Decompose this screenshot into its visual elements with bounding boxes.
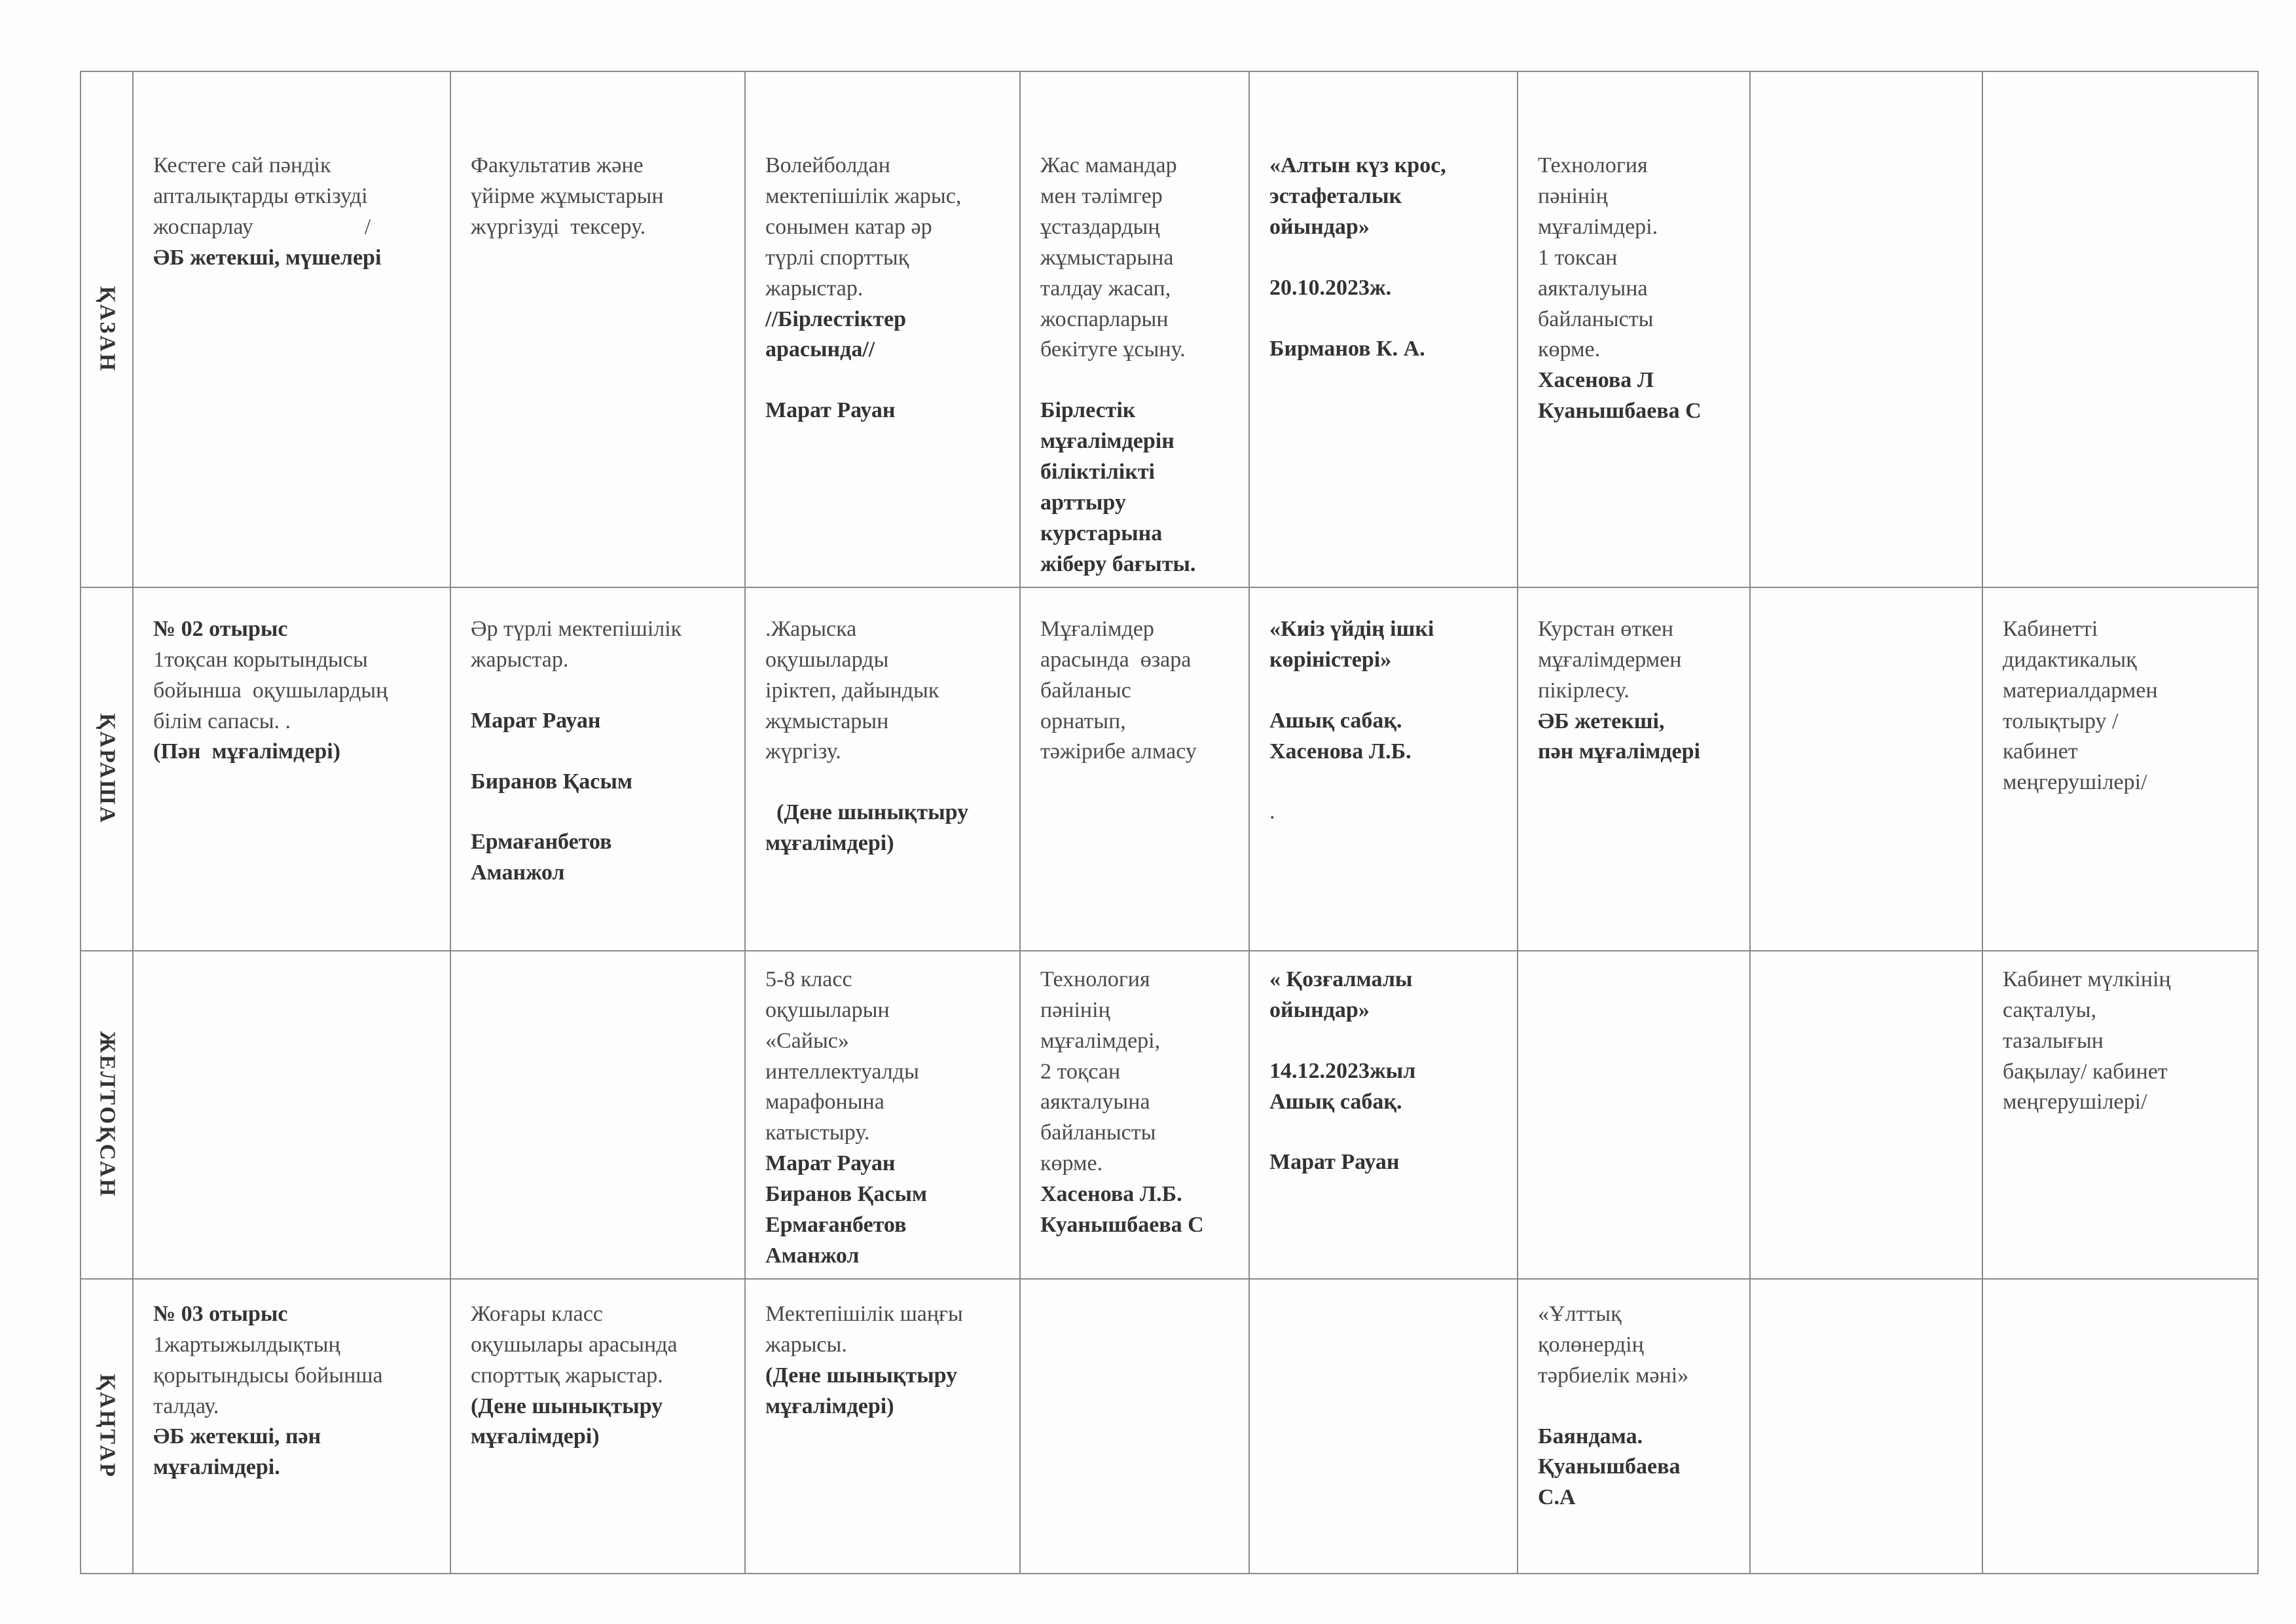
cell-text-line: меңгерушілері/ (2003, 1090, 2147, 1115)
cell-text-line: тәрбиелік мәні» (1538, 1363, 1689, 1388)
cell-text-line: Биранов Қасым (471, 769, 633, 794)
table-cell (133, 951, 450, 1279)
cell-text-line: пікірлесу. (1538, 678, 1630, 703)
table-cell (133, 1279, 450, 1574)
cell-text-line: жоспарлау / (153, 214, 371, 239)
cell-text-line: жүргізу. (765, 739, 841, 764)
cell-text-line: меңгерушілері/ (2003, 770, 2147, 795)
cell-text-line: түрлі спорттық (765, 245, 909, 270)
cell-text-line: Марат Рауан (471, 708, 601, 733)
table-cell (1020, 1279, 1249, 1574)
line-gap (471, 797, 727, 827)
table-cell (1518, 951, 1750, 1279)
cell-text-line: Бирманов К. А. (1269, 336, 1425, 361)
cell-text-line: «Сайыс» (765, 1028, 849, 1053)
table-cell (1249, 71, 1518, 587)
table-cell (745, 951, 1020, 1279)
line-gap (1269, 243, 1500, 273)
cell-text-line: қорытындысы бойынша (153, 1363, 383, 1388)
cell-text-line: Биранов Қасым (765, 1182, 928, 1207)
cell-text-line: кабинет (2003, 739, 2078, 764)
cell-text-line: 5-8 класс (765, 967, 852, 991)
cell-text-line: мұғалімдері) (765, 1393, 894, 1418)
cell-text-line: үйірме жұмыстарын (471, 183, 664, 208)
cell-text-line: байланысты (1040, 1120, 1156, 1145)
cell-text-line: ӘБ жетекші, (1538, 709, 1665, 733)
table-cell (1750, 951, 1982, 1279)
cell-text-line: . (1269, 800, 1275, 824)
cell-text-line: тазалығын (2003, 1028, 2104, 1053)
cell-text-line: көріністері» (1269, 647, 1392, 672)
cell-text-line: (Пән мұғалімдері) (153, 739, 340, 764)
table-cell (1249, 951, 1518, 1279)
cell-text-line: оқушылары арасында (471, 1332, 678, 1357)
cell-text-line: Волейболдан (765, 153, 890, 177)
cell-text-line: Баяндама. (1538, 1424, 1643, 1449)
cell-text-line: ойындар» (1269, 997, 1370, 1022)
cell-text-line: апталықтарды өткізуді (153, 183, 368, 208)
cell-text-line: Марат Рауан (765, 1151, 896, 1176)
cell-text-line: 20.10.2023ж. (1269, 275, 1392, 300)
cell-text-line: (Дене шынықтыру (765, 1363, 958, 1388)
cell-text-line: Факультатив және (471, 153, 644, 177)
cell-text-line: Технология (1040, 967, 1150, 991)
line-gap (1538, 1392, 1732, 1422)
cell-text-line: Жоғары класс (471, 1301, 603, 1326)
cell-text-line: мұғалімдері. (153, 1455, 280, 1480)
cell-text-line: сақталуы, (2003, 997, 2097, 1022)
cell-text-line: көрме. (1538, 337, 1601, 362)
cell-text-line: жіберу бағыты. (1040, 551, 1196, 576)
cell-text-line: тәжірибе алмасу (1040, 739, 1197, 764)
cell-text-line: бақылау/ кабинет (2003, 1059, 2168, 1084)
cell-text-line: марафонына (765, 1090, 884, 1115)
cell-text-line: ӘБ жетекші, мүшелері (153, 245, 382, 270)
cell-text-line: жұмыстарын (765, 709, 889, 733)
cell-text-line: біліктілікті (1040, 460, 1155, 485)
cell-text-line: Ашық сабақ. (1269, 708, 1402, 733)
table-cell (745, 1279, 1020, 1574)
table-cell (745, 71, 1020, 587)
cell-text-line: дидактикалық (2003, 647, 2137, 672)
line-gap (1269, 767, 1500, 797)
cell-text-line: Хасенова Л.Б. (1040, 1182, 1182, 1207)
cell-text-line: мұғалімдермен (1538, 647, 1682, 672)
cell-text-line: Бірлестік (1040, 398, 1136, 423)
table-cell (450, 587, 745, 951)
cell-text-line: пәнінің (1538, 183, 1608, 208)
cell-text-line: іріктеп, дайындык (765, 678, 939, 703)
cell-text-line: жүргізуді тексеру. (471, 214, 646, 239)
cell-text-line: талдау. (153, 1393, 219, 1418)
cell-text-line: Марат Рауан (765, 398, 896, 423)
table-cell (1518, 1279, 1750, 1574)
cell-text-line: Кабинет мүлкінің (2003, 967, 2171, 991)
cell-text-line: толықтыру / (2003, 709, 2119, 733)
month-cell (81, 951, 133, 1279)
table-cell (1750, 587, 1982, 951)
cell-text-line: қолөнердің (1538, 1332, 1644, 1357)
cell-text-line: байланысты (1538, 306, 1654, 331)
cell-text-line: Мектепішілік шаңғы (765, 1301, 963, 1326)
cell-text-line: Кестеге сай пәндік (153, 153, 331, 177)
cell-text-line: арттыру (1040, 490, 1126, 515)
line-gap (471, 676, 727, 706)
cell-text-line: Әр түрлі мектепішілік (471, 616, 682, 641)
table-row (81, 71, 2258, 587)
line-gap (1269, 676, 1500, 706)
table-cell (133, 71, 450, 587)
cell-text-line: ұстаздардың (1040, 214, 1160, 239)
line-gap (1269, 1026, 1500, 1056)
cell-text-line: арасында өзара (1040, 647, 1192, 672)
cell-text-line: талдау жасап, (1040, 276, 1171, 301)
cell-text-line: мұғалімдері) (765, 831, 894, 856)
table-cell (450, 71, 745, 587)
cell-text-line: оқушыларын (765, 997, 890, 1022)
cell-text-line: аякталуына (1040, 1090, 1150, 1115)
cell-text-line: жарыстар. (471, 647, 569, 672)
cell-text-line: білім сапасы. . (153, 709, 291, 733)
cell-text-line: 1тоқсан корытындысы (153, 647, 368, 672)
cell-text-line: курстарына (1040, 521, 1163, 545)
cell-text-line: мұғалімдері, (1040, 1028, 1161, 1053)
cell-text-line: бекітуге ұсыну. (1040, 337, 1186, 362)
cell-text-line: мұғалімдері. (1538, 214, 1658, 239)
plan-table (80, 71, 2259, 1574)
table-cell (1750, 71, 1982, 587)
cell-text-line: пән мұғалімдері (1538, 739, 1700, 764)
cell-text-line: пәнінің (1040, 997, 1110, 1022)
month-label: ҚАҢТАР (95, 1373, 120, 1479)
cell-text-line: Куанышбаева С (1040, 1213, 1204, 1238)
month-cell (81, 1279, 133, 1574)
cell-text-line: оқушыларды (765, 647, 889, 672)
table-cell (450, 951, 745, 1279)
cell-text-line: катыстыру. (765, 1120, 870, 1145)
cell-text-line: « Қозғалмалы (1269, 967, 1413, 991)
table-cell (1750, 1279, 1982, 1574)
cell-text-line: Аманжол (765, 1243, 860, 1268)
cell-text-line: аякталуына (1538, 276, 1648, 301)
cell-text-line: «Киіз үйдің ішкі (1269, 616, 1434, 641)
cell-text-line: (Дене шынықтыру (765, 800, 969, 825)
cell-text-line: № 03 отырыс (153, 1301, 288, 1326)
cell-text-line: мектепішілік жарыс, (765, 183, 962, 208)
cell-text-line: ӘБ жетекші, пән (153, 1424, 321, 1449)
cell-text-line: мен тәлімгер (1040, 183, 1163, 208)
cell-text-line: Хасенова Л (1538, 368, 1654, 393)
cell-text-line: көрме. (1040, 1151, 1103, 1176)
table-cell (1020, 951, 1249, 1279)
cell-text-line: Марат Рауан (1269, 1150, 1400, 1175)
cell-text-line: мұғалімдері) (471, 1424, 600, 1449)
table-cell (1982, 71, 2258, 587)
line-gap (471, 737, 727, 767)
cell-text-line: Кабинетті (2003, 616, 2098, 641)
line-gap (1269, 1117, 1500, 1147)
cell-text-line: спорттық жарыстар. (471, 1363, 663, 1388)
cell-text-line: интеллектуалды (765, 1059, 919, 1084)
cell-text-line: № 02 отырыс (153, 616, 288, 641)
cell-text-line: эстафеталык (1269, 183, 1402, 208)
cell-text-line: Ермағанбетов (471, 830, 612, 855)
line-gap (765, 365, 1002, 396)
cell-text-line: жоспарларын (1040, 306, 1169, 331)
month-label: ҚАРАША (95, 713, 120, 825)
table-cell (1020, 587, 1249, 951)
cell-text-line: //Бірлестіктер (765, 306, 906, 331)
cell-text-line: жарысы. (765, 1332, 847, 1357)
table-row (81, 951, 2258, 1279)
table-cell (1518, 587, 1750, 951)
line-gap (1040, 365, 1231, 396)
cell-text-line: Технология (1538, 153, 1648, 177)
table-row (81, 587, 2258, 951)
cell-text-line: сонымен катар әр (765, 214, 932, 239)
month-cell (81, 71, 133, 587)
cell-text-line: 14.12.2023жыл (1269, 1058, 1416, 1083)
table-cell (1249, 587, 1518, 951)
cell-text-line: байланыс (1040, 678, 1131, 703)
cell-text-line: С.А (1538, 1485, 1576, 1510)
cell-text-line: Ашық сабақ. (1269, 1089, 1402, 1114)
table-cell (745, 587, 1020, 951)
table-cell (133, 587, 450, 951)
cell-text-line: Аманжол (471, 860, 565, 885)
cell-text-line: ойындар» (1269, 214, 1370, 239)
cell-text-line: арасында// (765, 337, 875, 362)
cell-text-line: жұмыстарына (1040, 245, 1174, 270)
month-label: ЖЕЛТОҚСАН (95, 1031, 120, 1198)
cell-text-line: «Ұлттық (1538, 1301, 1622, 1326)
table-cell (1982, 1279, 2258, 1574)
cell-text-line: 1 токсан (1538, 245, 1618, 270)
month-label: ҚАЗАН (95, 286, 120, 373)
cell-text-line: Ермағанбетов (765, 1213, 907, 1238)
cell-text-line: «Алтын күз крос, (1269, 153, 1446, 177)
cell-text-line: Қуанышбаева (1538, 1454, 1681, 1479)
cell-text-line: Мұғалімдер (1040, 616, 1154, 641)
cell-text-line: .Жарыска (765, 616, 857, 641)
cell-text-line: орнатып, (1040, 709, 1126, 733)
cell-text-line: 1жартыжылдықтың (153, 1332, 340, 1357)
cell-text-line: Куанышбаева С (1538, 399, 1702, 424)
table-cell (1982, 587, 2258, 951)
cell-text-line: материалдармен (2003, 678, 2158, 703)
table-cell (1518, 71, 1750, 587)
month-cell (81, 587, 133, 951)
table-cell (450, 1279, 745, 1574)
cell-text-line: Курстан өткен (1538, 616, 1674, 641)
cell-text-line: мұғалімдерін (1040, 429, 1175, 454)
line-gap (765, 767, 1002, 798)
line-gap (1269, 304, 1500, 334)
table-cell (1982, 951, 2258, 1279)
table-row (81, 1279, 2258, 1574)
cell-text-line: Хасенова Л.Б. (1269, 739, 1412, 764)
plan-table-page (80, 71, 2257, 1521)
cell-text-line: Жас мамандар (1040, 153, 1177, 177)
cell-text-line: жарыстар. (765, 276, 864, 301)
cell-text-line: 2 тоқсан (1040, 1059, 1121, 1084)
table-cell (1249, 1279, 1518, 1574)
cell-text-line: бойынша оқушылардың (153, 678, 388, 703)
table-cell (1020, 71, 1249, 587)
cell-text-line: (Дене шынықтыру (471, 1393, 663, 1418)
